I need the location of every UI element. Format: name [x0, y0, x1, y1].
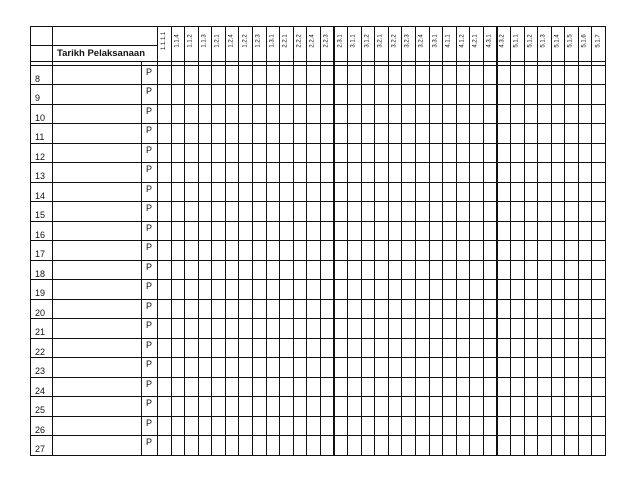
row-mark: P	[145, 300, 152, 311]
code-header-label: 3.2.2	[391, 33, 398, 48]
code-header-label: 1.1.2	[187, 33, 194, 48]
code-header	[591, 26, 605, 55]
code-header	[429, 26, 443, 55]
row-mark: P	[145, 437, 152, 447]
row-line	[30, 201, 605, 202]
code-header	[252, 26, 266, 55]
code-header	[347, 26, 361, 55]
code-header	[157, 26, 171, 55]
row-number: 18	[35, 268, 46, 279]
row-mark: P	[145, 125, 152, 135]
row-mark: P	[145, 144, 152, 155]
row-line	[30, 279, 605, 280]
row-mark: P	[145, 242, 152, 252]
code-header-label: 3.1.1	[350, 33, 357, 48]
code-header-label: 5.1.6	[581, 33, 588, 48]
code-header-label: 1.1.3	[201, 33, 208, 48]
code-header	[266, 26, 280, 55]
code-header-label: 4.1.2	[459, 33, 466, 48]
code-header-label: 5.1.4	[554, 33, 561, 48]
code-header-label: 3.3.1	[432, 33, 439, 48]
row-number: 8	[35, 73, 41, 84]
code-header-label: 4.3.2	[500, 33, 507, 48]
row-number: 12	[35, 151, 46, 162]
row-line	[30, 396, 605, 397]
header-divider	[30, 45, 157, 46]
row-line	[30, 299, 605, 300]
code-header	[225, 26, 239, 55]
code-header-label: 5.1.5	[568, 33, 575, 48]
row-number: 11	[35, 132, 45, 142]
row-number: 16	[35, 229, 46, 240]
code-header-label: 4.1.1	[445, 33, 452, 48]
code-header-label: 3.2.4	[418, 33, 425, 48]
row-line	[30, 416, 605, 417]
page-title: Tarikh Pelaksanaan	[57, 48, 146, 59]
row-number: 24	[35, 385, 46, 396]
code-header-label: 1.2.3	[255, 33, 262, 48]
row-mark: P	[145, 261, 152, 272]
code-header	[524, 26, 538, 55]
row-mark: P	[145, 105, 152, 116]
row-mark: P	[145, 417, 152, 428]
code-header-label: 5.1.7	[595, 33, 602, 48]
row-line	[30, 65, 605, 66]
row-number: 27	[35, 444, 46, 454]
row-line	[30, 84, 605, 85]
row-mark: P	[145, 183, 152, 194]
row-number: 15	[35, 210, 46, 220]
code-header-label: 2.2.4	[310, 33, 317, 48]
row-number: 21	[35, 327, 46, 337]
row-mark: P	[145, 378, 152, 389]
code-header-label: 3.1.2	[364, 33, 371, 48]
row-mark: P	[145, 359, 152, 369]
code-header-label: 5.1.3	[540, 33, 547, 48]
row-number: 20	[35, 307, 46, 318]
row-mark: P	[145, 398, 152, 408]
row-line	[30, 260, 605, 261]
row-number: 13	[35, 171, 46, 181]
row-number: 22	[35, 346, 46, 357]
code-header	[306, 26, 320, 55]
code-header	[198, 26, 212, 55]
row-mark: P	[145, 86, 152, 96]
code-header-label: 2.2.2	[296, 33, 303, 48]
code-header	[388, 26, 402, 55]
row-line	[30, 240, 605, 241]
row-line	[30, 221, 605, 222]
row-mark: P	[145, 66, 152, 77]
row-mark: P	[145, 320, 152, 330]
code-header	[496, 26, 510, 55]
row-line	[30, 123, 605, 124]
row-number: 14	[35, 190, 46, 201]
row-mark: P	[145, 203, 152, 213]
title-row-bottom	[30, 61, 605, 62]
code-header	[537, 26, 551, 55]
code-header	[211, 26, 225, 55]
code-header	[510, 26, 524, 55]
row-mark: P	[145, 222, 152, 233]
row-number: 19	[35, 288, 46, 298]
border-bottom	[30, 455, 606, 456]
row-line	[30, 182, 605, 183]
row-mark: P	[145, 281, 152, 291]
row-mark: P	[145, 339, 152, 350]
row-line	[30, 162, 605, 163]
code-header-label: 2.3.1	[337, 33, 344, 48]
code-header-label: 2.2.1	[282, 33, 289, 48]
code-header	[184, 26, 198, 55]
code-header	[320, 26, 334, 55]
code-header-label: 1.2.4	[228, 33, 235, 48]
code-header	[361, 26, 375, 55]
code-header	[415, 26, 429, 55]
code-header-label: 5.1.1	[513, 33, 520, 48]
code-header	[333, 26, 347, 55]
code-header	[374, 26, 388, 55]
code-header	[469, 26, 483, 55]
row-number: 25	[35, 405, 46, 415]
code-header-label: 4.3.1	[486, 33, 493, 48]
row-line	[30, 143, 605, 144]
code-header	[442, 26, 456, 55]
code-header-label: 2.2.3	[323, 33, 330, 48]
row-number: 10	[35, 112, 46, 123]
row-line	[30, 377, 605, 378]
code-header	[238, 26, 252, 55]
row-number: 9	[35, 93, 41, 103]
border-right	[605, 26, 606, 456]
code-header	[401, 26, 415, 55]
code-header	[483, 26, 497, 55]
row-line	[30, 435, 605, 436]
code-header	[279, 26, 293, 55]
code-header-label: 1.1.1.1	[160, 31, 167, 50]
code-header	[171, 26, 185, 55]
row-line	[30, 104, 605, 105]
code-header-label: 5.1.2	[527, 33, 534, 48]
row-number: 17	[35, 249, 46, 259]
code-header-label: 3.2.3	[405, 33, 412, 48]
code-header	[456, 26, 470, 55]
code-header-label: 3.2.1	[377, 33, 384, 48]
code-header-label: 1.2.1	[215, 33, 222, 48]
row-line	[30, 318, 605, 319]
code-header-label: 4.2.1	[473, 33, 480, 48]
code-header	[551, 26, 565, 55]
code-header	[564, 26, 578, 55]
code-header	[578, 26, 592, 55]
row-line	[30, 357, 605, 358]
code-header-label: 1.2.2	[242, 33, 249, 48]
code-header-label: 1.1.4	[174, 33, 181, 48]
code-header-label: 1.3.1	[269, 33, 276, 48]
row-line	[30, 338, 605, 339]
row-mark: P	[145, 164, 152, 174]
row-number: 23	[35, 366, 46, 376]
row-number: 26	[35, 424, 46, 435]
code-header	[293, 26, 307, 55]
